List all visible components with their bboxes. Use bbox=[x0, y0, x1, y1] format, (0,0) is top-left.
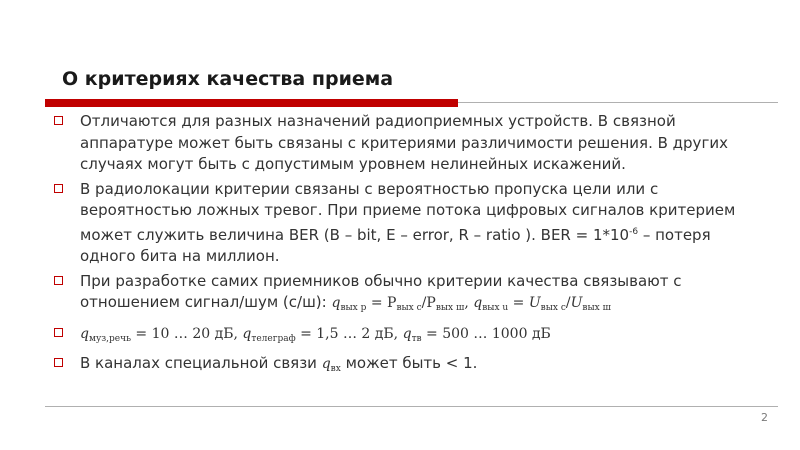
bullet-text-tail: – потеря одного бита на миллион. bbox=[80, 225, 711, 265]
bullet-item-radiolocation-ber bbox=[50, 179, 770, 268]
superscript-exponent: -6 bbox=[629, 226, 639, 237]
bullet-item-receiver-purposes bbox=[50, 111, 770, 176]
title-divider-line bbox=[458, 102, 778, 103]
bullet-item-special-channels bbox=[50, 353, 770, 381]
hollow-square-bullet-icon bbox=[54, 276, 63, 285]
formula-power-snr: $q_{вых р} = P_{вых с}/P_{вых ш}$, bbox=[331, 295, 474, 313]
slide-title: О критериях качества приема bbox=[62, 68, 394, 90]
bullet-text: В радиолокации критерии связаны с вероятностью пропуска цели или с вероятностью ложных тревог. При приеме потока цифровых сигналов критерием может служить величина BER (B – bit, E – error, R – ratio ). BER = 1*10 bbox=[80, 179, 736, 244]
footer-divider-line bbox=[45, 406, 778, 407]
bullet-item-snr-criteria bbox=[50, 271, 770, 320]
hollow-square-bullet-icon bbox=[54, 116, 63, 125]
bullet-text: Отличаются для разных назначений радиоприемных устройств. В связной аппаратуре может быть связаны с критериями различимости решения. В других случаях могут быть с допустимым уровнем нелинейных искажений. bbox=[80, 112, 728, 173]
formula-quality-ranges: $q_{муз,речь} = 10$ … 20 дБ, $q_{телеграф} = 1,5$ … 2 дБ, $q_{тв} = 500$ … 1000 дБ bbox=[80, 325, 551, 344]
bullet-text: В каналах специальной связи bbox=[80, 354, 322, 372]
hollow-square-bullet-icon bbox=[54, 358, 63, 367]
bullet-item-quality-ranges bbox=[50, 323, 770, 351]
hollow-square-bullet-icon bbox=[54, 184, 63, 193]
bullet-list bbox=[50, 111, 770, 384]
formula-input-q: $q_{вх}$ bbox=[321, 356, 341, 374]
bullet-text: При разработке самих приемников обычно критерии качества связывают с отношением сигнал/шум (с/ш): bbox=[80, 271, 682, 311]
hollow-square-bullet-icon bbox=[54, 328, 63, 337]
page-number: 2 bbox=[761, 411, 768, 424]
bullet-text-tail: может быть < 1. bbox=[340, 354, 478, 372]
formula-voltage-snr: $q_{вых u} = U_{вых с}/U_{вых ш}$ bbox=[473, 295, 611, 313]
title-accent-bar bbox=[45, 99, 458, 107]
